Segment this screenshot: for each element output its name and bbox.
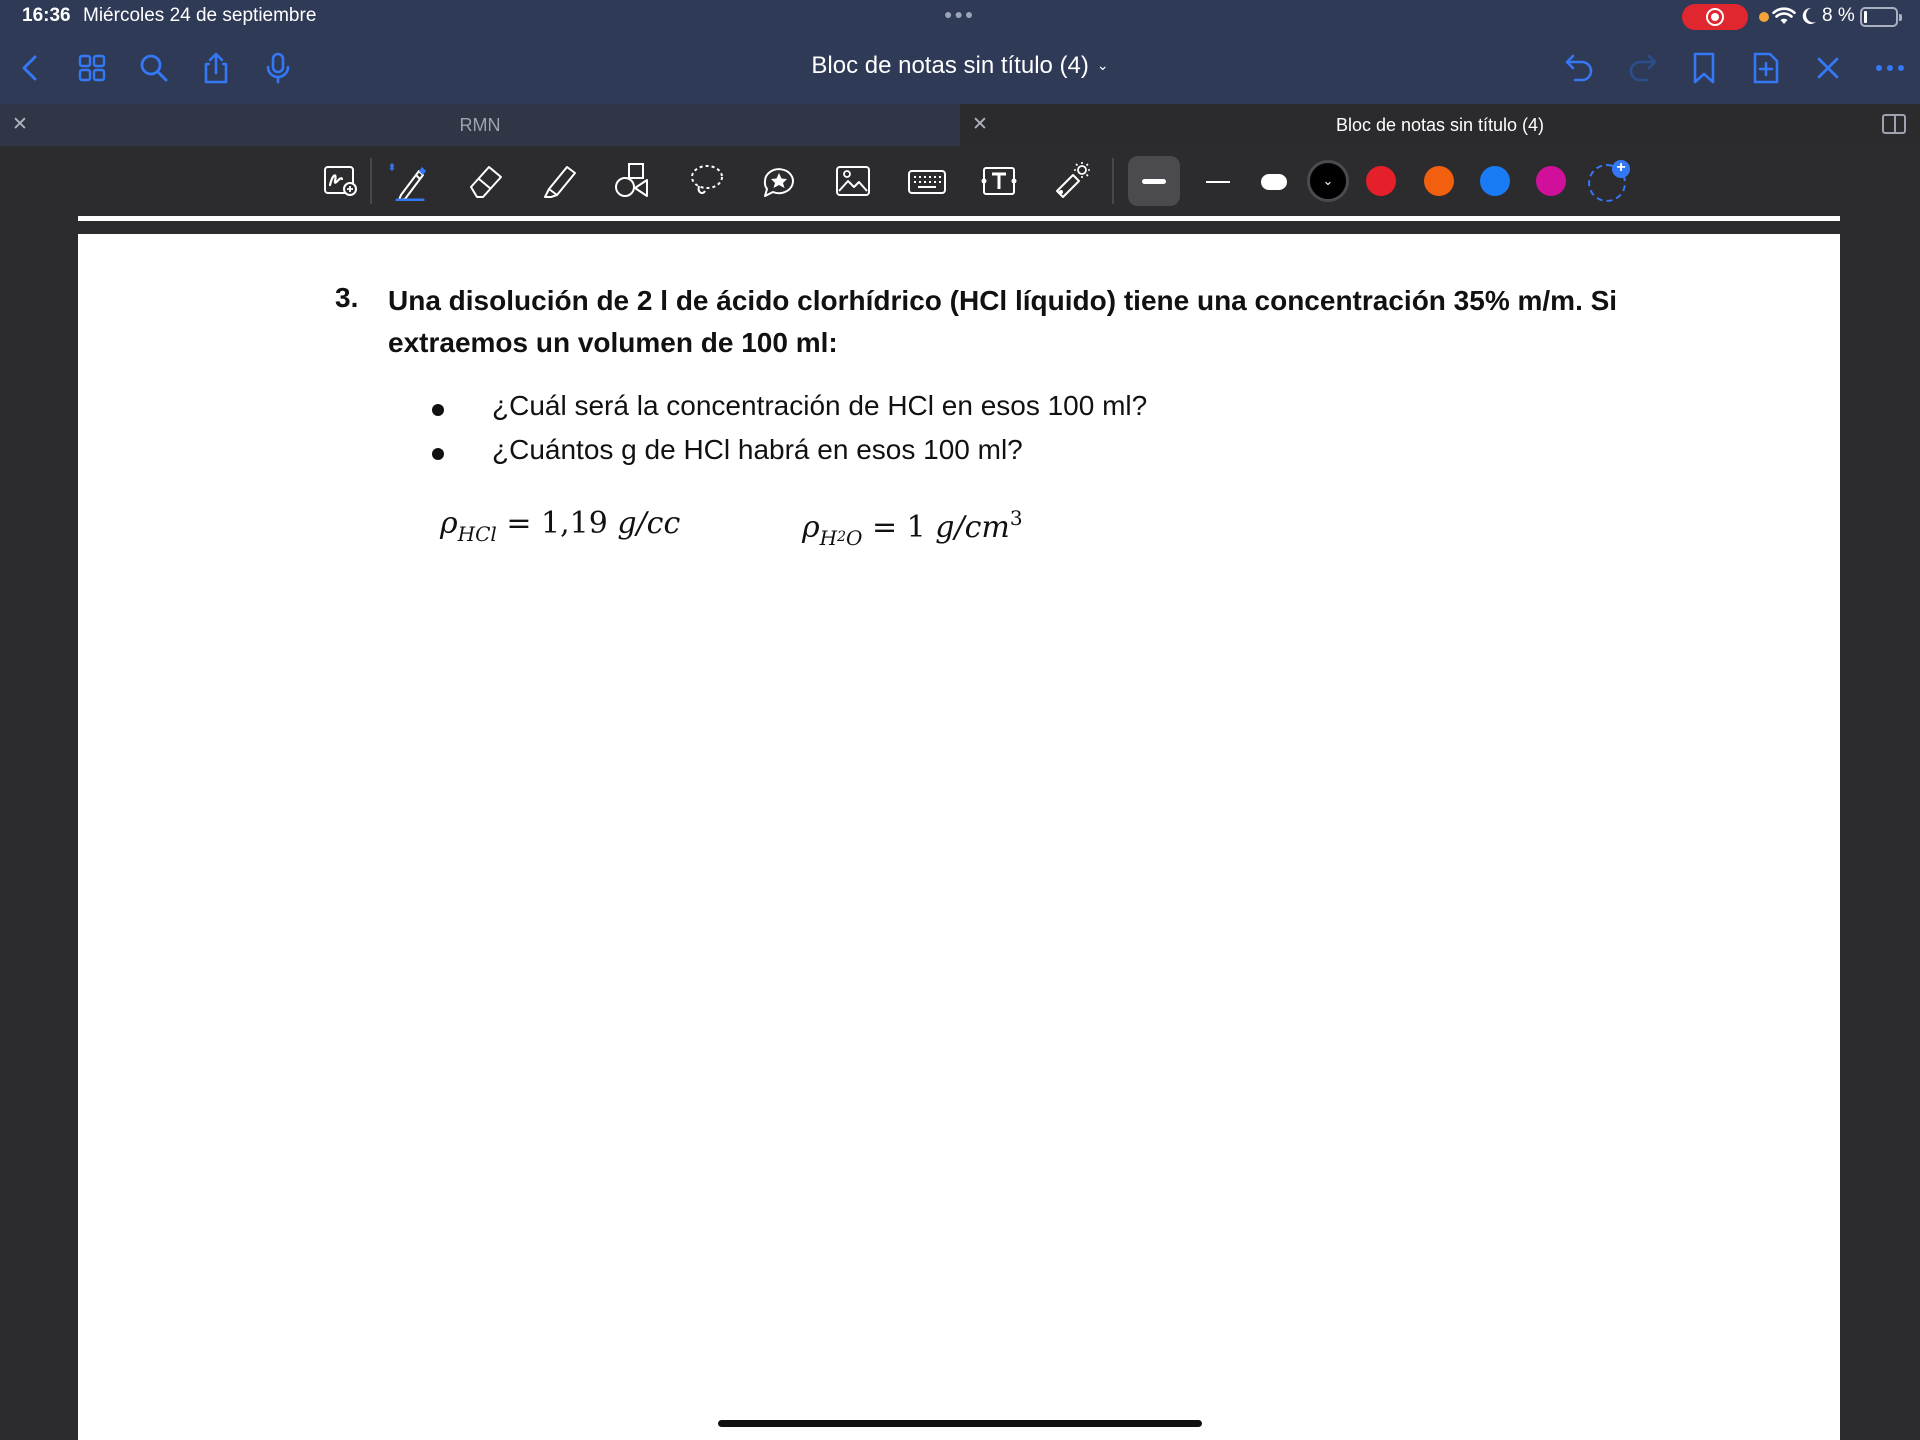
split-view-icon[interactable] xyxy=(1882,114,1906,134)
density-hcl-formula: $\rho_{HCl} = 1,19$ g/cc xyxy=(440,506,681,546)
tab-close-icon[interactable]: ✕ xyxy=(12,114,28,135)
record-icon xyxy=(1706,8,1724,26)
stroke-width-thick[interactable] xyxy=(1252,156,1296,206)
add-color-button[interactable] xyxy=(1588,159,1626,202)
eraser-icon[interactable] xyxy=(462,158,508,204)
keyboard-icon[interactable] xyxy=(904,158,950,204)
question-number: 3. xyxy=(335,282,359,313)
density-water-formula: $\rho_H2_O = 1$ $g/cm^3$ xyxy=(802,506,1023,550)
color-swatch-red[interactable] xyxy=(1366,166,1396,196)
shapes-icon[interactable] xyxy=(610,158,656,204)
wifi-icon xyxy=(1772,6,1796,26)
redo-icon[interactable] xyxy=(1622,48,1662,88)
tab-label: Bloc de notas sin título (4) xyxy=(1335,115,1545,135)
color-swatch-orange[interactable] xyxy=(1424,166,1454,196)
bullet-dot xyxy=(432,404,444,416)
question-text: Una disolución de 2 l de ácido clorhídrico (HCl líquido) tiene una concentración 35% m/m. Si extraemos un volumen de 100 ml: xyxy=(388,285,1618,358)
pen-icon[interactable] xyxy=(386,158,432,204)
document-page[interactable] xyxy=(78,234,1840,1440)
zoom-window-icon[interactable] xyxy=(318,158,364,204)
more-icon[interactable] xyxy=(1870,48,1910,88)
text-box-icon[interactable] xyxy=(976,158,1022,204)
bookmark-icon[interactable] xyxy=(1684,48,1724,88)
home-indicator[interactable] xyxy=(718,1420,1202,1427)
color-swatch-black[interactable] xyxy=(1307,160,1349,202)
battery-icon xyxy=(1860,7,1898,27)
back-chevron-icon[interactable] xyxy=(10,48,50,88)
elements-icon[interactable] xyxy=(756,158,802,204)
tab-rmn[interactable] xyxy=(0,104,960,146)
battery-percentage: 8 % xyxy=(1822,5,1855,26)
highlighter-icon[interactable] xyxy=(536,158,582,204)
grid-icon[interactable] xyxy=(72,48,112,88)
microphone-icon[interactable] xyxy=(258,48,298,88)
bullet-text: ¿Cuántos g de HCl habrá en esos 100 ml? xyxy=(492,434,1023,465)
stroke-width-medium[interactable] xyxy=(1128,156,1180,206)
bullet-text: ¿Cuál será la concentración de HCl en esos 100 ml? xyxy=(492,390,1148,421)
drawing-toolbar xyxy=(0,146,1920,216)
search-icon[interactable] xyxy=(134,48,174,88)
stroke-width-thin[interactable] xyxy=(1196,156,1240,206)
bullet-dot xyxy=(432,448,444,460)
chevron-down-icon: ⌄ xyxy=(1322,173,1334,188)
tab-close-icon[interactable]: ✕ xyxy=(972,114,988,135)
color-swatch-magenta[interactable] xyxy=(1536,166,1566,196)
document-canvas xyxy=(0,216,1920,1440)
toolbar-divider xyxy=(370,158,372,204)
add-page-icon[interactable] xyxy=(1746,48,1786,88)
tab-bar xyxy=(0,104,1920,146)
top-header xyxy=(0,0,1920,104)
laser-pointer-icon[interactable] xyxy=(1048,158,1094,204)
document-title-text: Bloc de notas sin título (4) xyxy=(811,52,1089,79)
share-icon[interactable] xyxy=(196,48,236,88)
status-date: Miércoles 24 de septiembre xyxy=(83,5,317,26)
previous-page-edge xyxy=(78,216,1840,221)
tab-label: RMN xyxy=(459,115,501,135)
status-time: 16:36 xyxy=(22,5,71,26)
lasso-icon[interactable] xyxy=(684,158,730,204)
toolbar-divider xyxy=(1112,158,1114,204)
undo-icon[interactable] xyxy=(1560,48,1600,88)
color-swatch-blue[interactable] xyxy=(1480,166,1510,196)
tab-notebook[interactable] xyxy=(960,104,1920,146)
image-icon[interactable] xyxy=(830,158,876,204)
plus-icon: + xyxy=(1612,160,1630,178)
moon-icon xyxy=(1800,6,1818,26)
mic-privacy-dot-icon xyxy=(1759,12,1769,22)
multitasking-dots-icon[interactable]: ●●● xyxy=(944,6,976,22)
close-icon[interactable] xyxy=(1808,48,1848,88)
chevron-down-icon: ⌄ xyxy=(1096,57,1109,73)
document-title[interactable] xyxy=(700,52,1220,80)
screen-recording-indicator[interactable] xyxy=(1682,4,1748,30)
